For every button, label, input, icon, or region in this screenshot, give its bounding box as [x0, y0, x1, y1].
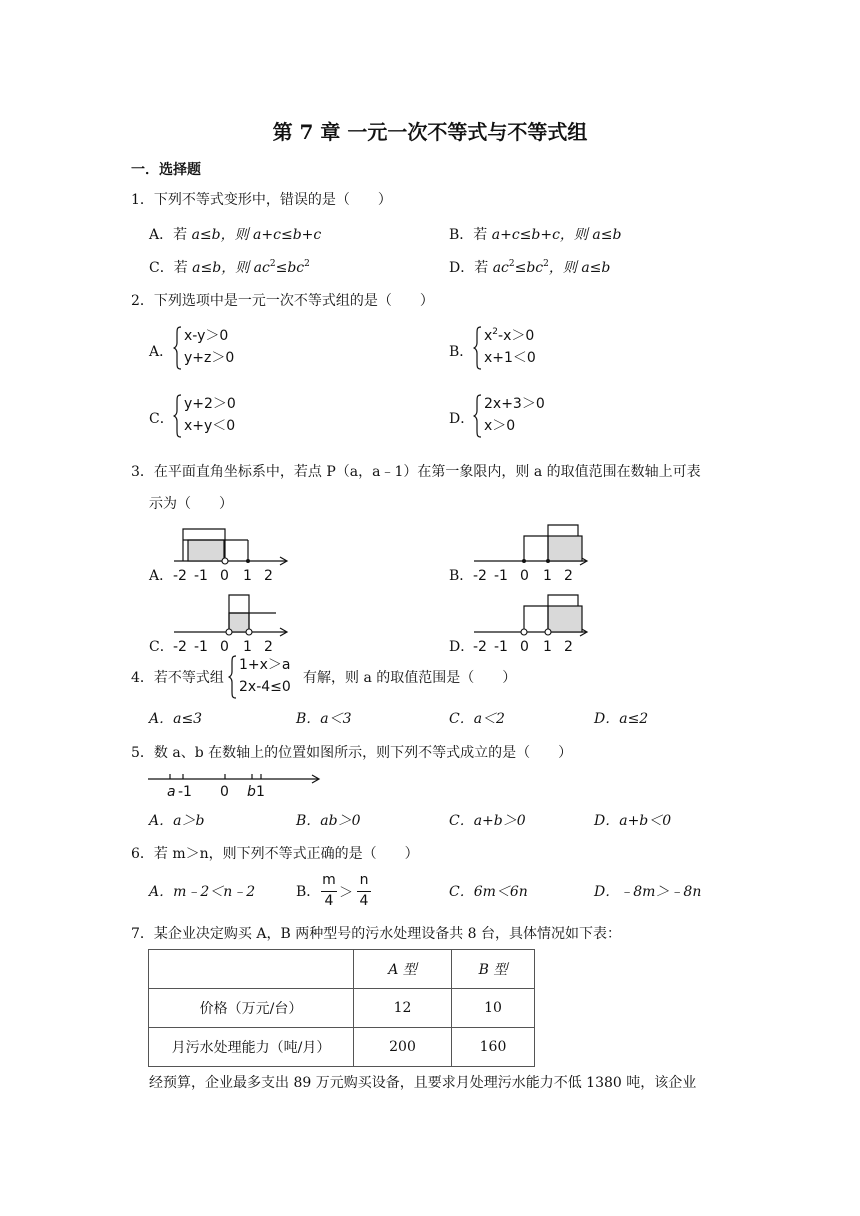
q3-number-line-b [472, 522, 592, 584]
brace-icon [173, 326, 182, 370]
q5-option-c: C．a+b＞0 [449, 813, 526, 829]
q2-option-c-label: C． [149, 411, 174, 427]
q2-option-a-system: x-y＞0 y+z＞0 [173, 326, 263, 372]
q4-option-a: A．a≤3 [149, 711, 203, 727]
q5-option-a: A．a＞b [149, 813, 205, 829]
q7-stem: 7．某企业决定购买 A，B 两种型号的污水处理设备共 8 台，具体情况如下表： [131, 926, 622, 942]
svg-text:0: 0 [220, 639, 229, 654]
brace-icon [473, 394, 482, 438]
q6-option-d: D．﹣8m＞﹣8n [594, 884, 702, 900]
q2-option-c-system: y+2＞0 x+y＜0 [173, 394, 263, 440]
svg-text:2: 2 [264, 639, 273, 654]
q1-option-d: D．若 $ac^2\le bc^2$，则 a≤b [449, 259, 611, 276]
q2-option-b-label: B． [449, 344, 474, 360]
q3-option-a-label: A． [149, 568, 174, 584]
table-header-row [149, 950, 535, 989]
q4-option-c: C．a＜2 [449, 711, 505, 727]
q4-option-d: D．a≤2 [594, 711, 649, 727]
q2-option-a-label: A． [149, 344, 174, 360]
table-cell [149, 950, 354, 989]
svg-text:1: 1 [243, 639, 252, 654]
svg-text:2: 2 [564, 568, 573, 584]
q3-number-line-a [172, 522, 292, 584]
q5-option-b: B．ab＞0 [296, 813, 361, 829]
q3-option-d-label: D． [449, 639, 475, 655]
svg-text:-2: -2 [473, 639, 487, 654]
q1-option-a: A．若 a≤b，则 a+c≤b+c [149, 227, 322, 243]
q6-option-b-fraction: m 4 ＞ n 4 [320, 872, 376, 912]
svg-text:2: 2 [264, 568, 273, 584]
q2-option-d-label: D． [449, 411, 475, 427]
q5-number-line [146, 770, 321, 800]
table-cell: 12 [354, 989, 452, 1028]
q3-stem-line2: 示为（ ） [149, 496, 233, 512]
svg-text:-2: -2 [473, 568, 487, 584]
table-cell: 价格（万元/台） [149, 989, 354, 1028]
q5-stem: 5．数 a、b 在数轴上的位置如图所示，则下列不等式成立的是（ ） [131, 745, 573, 761]
q1-option-b: B．若 a+c≤b+c，则 a≤b [449, 227, 622, 243]
q6-option-b-label: B． [296, 884, 321, 900]
q3-option-b-label: B． [449, 568, 474, 584]
table-cell: 160 [452, 1028, 535, 1067]
q7-continuation: 经预算，企业最多支出 89 万元购买设备，且要求月处理污水能力不低 1380 吨，该企业 [149, 1075, 697, 1091]
svg-text:0: 0 [220, 568, 229, 584]
q3-number-line-d [472, 592, 592, 654]
q6-option-a: A．m﹣2＜n﹣2 [149, 884, 256, 900]
svg-text:1: 1 [543, 639, 552, 654]
svg-text:0: 0 [220, 784, 229, 800]
svg-text:1: 1 [256, 784, 265, 800]
table-row [149, 1028, 535, 1067]
svg-text:-1: -1 [194, 568, 208, 584]
q4-system: 1+x＞a 2x-4≤0 [228, 655, 300, 701]
svg-text:0: 0 [520, 639, 529, 654]
q4-stem-post: 有解，则 a 的取值范围是（ ） [303, 670, 517, 686]
svg-text:1: 1 [543, 568, 552, 584]
table-cell: 10 [452, 989, 535, 1028]
svg-text:0: 0 [520, 568, 529, 584]
q3-option-c-label: C． [149, 639, 174, 655]
q6-stem: 6．若 m＞n，则下列不等式正确的是（ ） [131, 846, 419, 862]
q4-option-b: B．a＜3 [296, 711, 352, 727]
q2-option-d-system: 2x+3＞0 x＞0 [473, 394, 573, 440]
table-row [149, 989, 535, 1028]
q2-option-b-system: $x^2-x>0$ x+1＜0 [473, 326, 573, 372]
section-heading: 一．选择题 [131, 162, 201, 178]
svg-text:-2: -2 [173, 568, 187, 584]
svg-text:-1: -1 [194, 639, 208, 654]
svg-text:-2: -2 [173, 639, 187, 654]
brace-icon [173, 394, 182, 438]
table-cell: 月污水处理能力（吨/月） [149, 1028, 354, 1067]
svg-text:b: b [247, 784, 256, 800]
table-cell: 200 [354, 1028, 452, 1067]
q3-stem-line1: 3．在平面直角坐标系中，若点 P（a，a﹣1）在第一象限内，则 a 的取值范围在数轴上可表 [131, 464, 701, 480]
page-title: 第 7 章 一元一次不等式与不等式组 [272, 120, 588, 144]
svg-text:-1: -1 [494, 639, 508, 654]
brace-icon [228, 655, 237, 699]
q3-number-line-c [172, 592, 292, 654]
svg-text:2: 2 [564, 639, 573, 654]
brace-icon [473, 326, 482, 370]
svg-text:-1: -1 [494, 568, 508, 584]
q4-stem-pre: 4．若不等式组 [131, 670, 224, 686]
q2-stem: 2．下列选项中是一元一次不等式组的是（ ） [131, 293, 434, 309]
q6-option-c: C．6m＜6n [449, 884, 528, 900]
table-cell: A 型 [354, 950, 452, 989]
q1-option-c: C．若 a≤b，则 $ac^2\le bc^2$ [149, 259, 310, 276]
q5-option-d: D．a+b＜0 [594, 813, 672, 829]
q1-stem: 1．下列不等式变形中，错误的是（ ） [131, 192, 392, 208]
equipment-table [148, 949, 535, 1067]
svg-text:-1: -1 [178, 784, 192, 800]
svg-text:a: a [167, 784, 176, 800]
table-cell: B 型 [452, 950, 535, 989]
svg-text:1: 1 [243, 568, 252, 584]
